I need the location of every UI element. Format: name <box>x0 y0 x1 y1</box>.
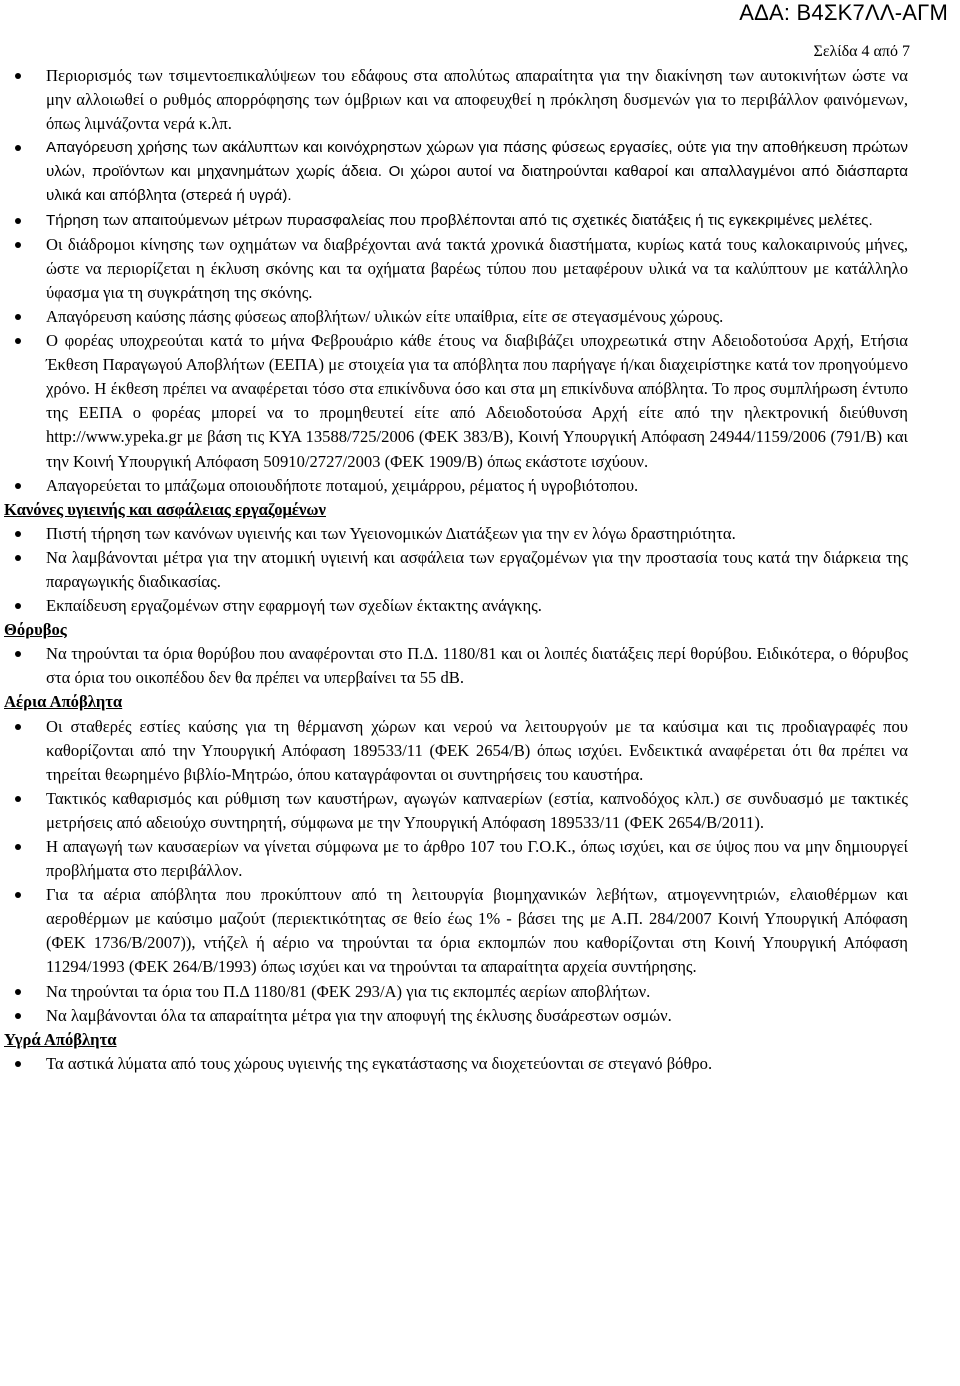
list-item: Να τηρούνται τα όρια θορύβου που αναφέρονται στο Π.Δ. 1180/81 και οι λοιπές διατάξεις περί θορύβου. Ειδικότερα, ο θόρυβος στα όρια του οικοπέδου δεν θα πρέπει να υπερβαίνει τα 55 dB. <box>4 642 908 690</box>
list-item: Τακτικός καθαρισμός και ρύθμιση των καυστήρων, αγωγών καπναερίων (εστία, καπνοδόχος κλπ.) σε συνδυασμό με τακτικές μετρήσεις από αδειούχο συντηρητή, σύμφωνα με την Υπουργική Απόφαση 189533/11 (ΦΕΚ 2654/Β/2011). <box>4 787 908 835</box>
section-heading-noise: Θόρυβος <box>4 620 67 640</box>
list-item: Η απαγωγή των καυσαερίων να γίνεται σύμφωνα με το άρθρο 107 του Γ.Ο.Κ., όπως ισχύει, και σε ύψος που να μην δημιουργεί προβλήματα στο περιβάλλον. <box>4 835 908 883</box>
ada-code: ΑΔΑ: Β4ΣΚ7ΛΛ-ΑΓΜ <box>739 0 948 25</box>
air-emissions-list <box>4 715 908 1028</box>
list-item: Τα αστικά λύματα από τους χώρους υγιεινής της εγκατάστασης να διοχετεύονται σε στεγανό βόθρο. <box>4 1052 908 1076</box>
list-item: Περιορισμός των τσιμεντοεπικαλύψεων του εδάφους στα απολύτως απαραίτητα για την διακίνηση των αυτοκινήτων ώστε να μην αλλοιωθεί ο ρυθμός απορρόφησης των όμβριων και να αποφευχθεί η πρόκληση δυσμενών για το περιβάλλον φαινόμενων, όπως λιμνάζοντα νερά κ.λπ. <box>4 64 908 136</box>
list-item: Να λαμβάνονται μέτρα για την ατομική υγιεινή και ασφάλεια των εργαζομένων για την προστασία τους κατά την διάρκεια της παραγωγικής διαδικασίας. <box>4 546 908 594</box>
document-body <box>4 64 908 1076</box>
section-heading-air: Αέρια Απόβλητα <box>4 692 123 712</box>
list-item: Οι διάδρομοι κίνησης των οχημάτων να διαβρέχονται ανά τακτά χρονικά διαστήματα, κυρίως κατά τους καλοκαιρινούς μήνες, ώστε να περιορίζεται η έκλυση σκόνης και τα οχήματα βαρέως τύπου που μεταφέρουν υλικά να τα καλύπτουν με κατάλληλο ύφασμα για τη συγκράτηση της σκόνης. <box>4 233 908 305</box>
page-number: Σελίδα 4 από 7 <box>813 43 910 60</box>
list-item: Να λαμβάνονται όλα τα απαραίτητα μέτρα για την αποφυγή της έκλυσης δυσάρεστων οσμών. <box>4 1004 908 1028</box>
list-item: Για τα αέρια απόβλητα που προκύπτουν από τη λειτουργία βιομηχανικών λεβήτων, ατμογεννητριών, ελαιοθέρμων και αεροθέρμων με καύσιμο μαζούτ (περιεκτικότητας σε θείο έως 1% - βάσει της με Α.Π. 284/2007 Κοινή Υπουργική Απόφαση (ΦΕΚ 1736/Β/2007)), ντήζελ ή αέριο να τηρούνται τα όρια εκπομπών που καθορίζονται στη Κοινή Υπουργική Απόφαση 11294/1993 (ΦΕΚ 264/Β/1993) όπως ισχύει και να τηρούνται τα απαραίτητα αρχεία συντήρησης. <box>4 883 908 979</box>
hygiene-list <box>4 522 908 618</box>
section-heading-liquid: Υγρά Απόβλητα <box>4 1029 117 1049</box>
list-item: Οι σταθερές εστίες καύσης για τη θέρμανση χώρων και νερού να λειτουργούν με τα καύσιμα και τις προδιαγραφές που καθορίζονται από την Υπουργική Απόφαση 189533/11 (ΦΕΚ 2654/Β) όπως ισχύει. Ενδεικτικά αναφέρεται ότι θα πρέπει να τηρείται θεωρημένο βιβλίο-Μητρώο, όπου καταγράφονται οι συντηρήσεις του καυστήρα. <box>4 715 908 787</box>
list-item: Τήρηση των απαιτούμενων μέτρων πυρασφαλείας που προβλέπονται από τις σχετικές διατάξεις ή τις εγκεκριμένες μελέτες. <box>4 209 908 233</box>
noise-list <box>4 642 908 690</box>
list-item: Απαγορεύεται το μπάζωμα οποιουδήποτε ποταμού, χειμάρρου, ρέματος ή υγροβιότοπου. <box>4 474 908 498</box>
list-item: Απαγόρευση χρήσης των ακάλυπτων και κοινόχρηστων χώρων για πάσης φύσεως εργασίες, ούτε για την αποθήκευση πρώτων υλών, προϊόντων και μηχανημάτων χωρίς άδεια. Οι χώροι αυτοί να διατηρούνται καθαροί και απαλλαγμένοι από διάσπαρτα υλικά και απόβλητα (στερεά ή υγρά). <box>4 136 908 208</box>
list-item: Ο φορέας υποχρεούται κατά το μήνα Φεβρουάριο κάθε έτους να διαβιβάζει υποχρεωτικά στην Αδειοδοτούσα Αρχή, Ετήσια Έκθεση Παραγωγού Αποβλήτων (ΕΕΠΑ) με στοιχεία για τα απόβλητα που παρήγαγε ή/και διαχειρίστηκε κατά τον προηγούμενο χρόνο. Η έκθεση πρέπει να αναφέρεται τόσο στα επικίνδυνα όσο και στα μη επικίνδυνα απόβλητα. Το προς συμπλήρωση έντυπο της ΕΕΠΑ ο φορέας μπορεί να το προμηθευτεί είτε από Αδειοδοτούσα Αρχή είτε από την ηλεκτρονική διεύθυνση http://www.ypeka.gr με βάση τις ΚΥΑ 13588/725/2006 (ΦΕΚ 383/Β), Κοινή Υπουργική Απόφαση 24944/1159/2006 (791/Β) και την Κοινή Υπουργική Απόφαση 50910/2727/2003 (ΦΕΚ 1909/Β) όπως εκάστοτε ισχύουν. <box>4 329 908 474</box>
general-terms-list <box>4 64 908 498</box>
list-item: Εκπαίδευση εργαζομένων στην εφαρμογή των σχεδίων έκτακτης ανάγκης. <box>4 594 908 618</box>
list-item: Απαγόρευση καύσης πάσης φύσεως αποβλήτων/ υλικών είτε υπαίθρια, είτε σε στεγασμένους χώρους. <box>4 305 908 329</box>
section-heading-hygiene: Κανόνες υγιεινής και ασφάλειας εργαζομένων <box>4 499 326 519</box>
liquid-waste-list <box>4 1052 908 1076</box>
list-item: Πιστή τήρηση των κανόνων υγιεινής και των Υγειονομικών Διατάξεων για την εν λόγω δραστηριότητα. <box>4 522 908 546</box>
list-item: Να τηρούνται τα όρια του Π.Δ 1180/81 (ΦΕΚ 293/Α) για τις εκπομπές αερίων αποβλήτων. <box>4 980 908 1004</box>
